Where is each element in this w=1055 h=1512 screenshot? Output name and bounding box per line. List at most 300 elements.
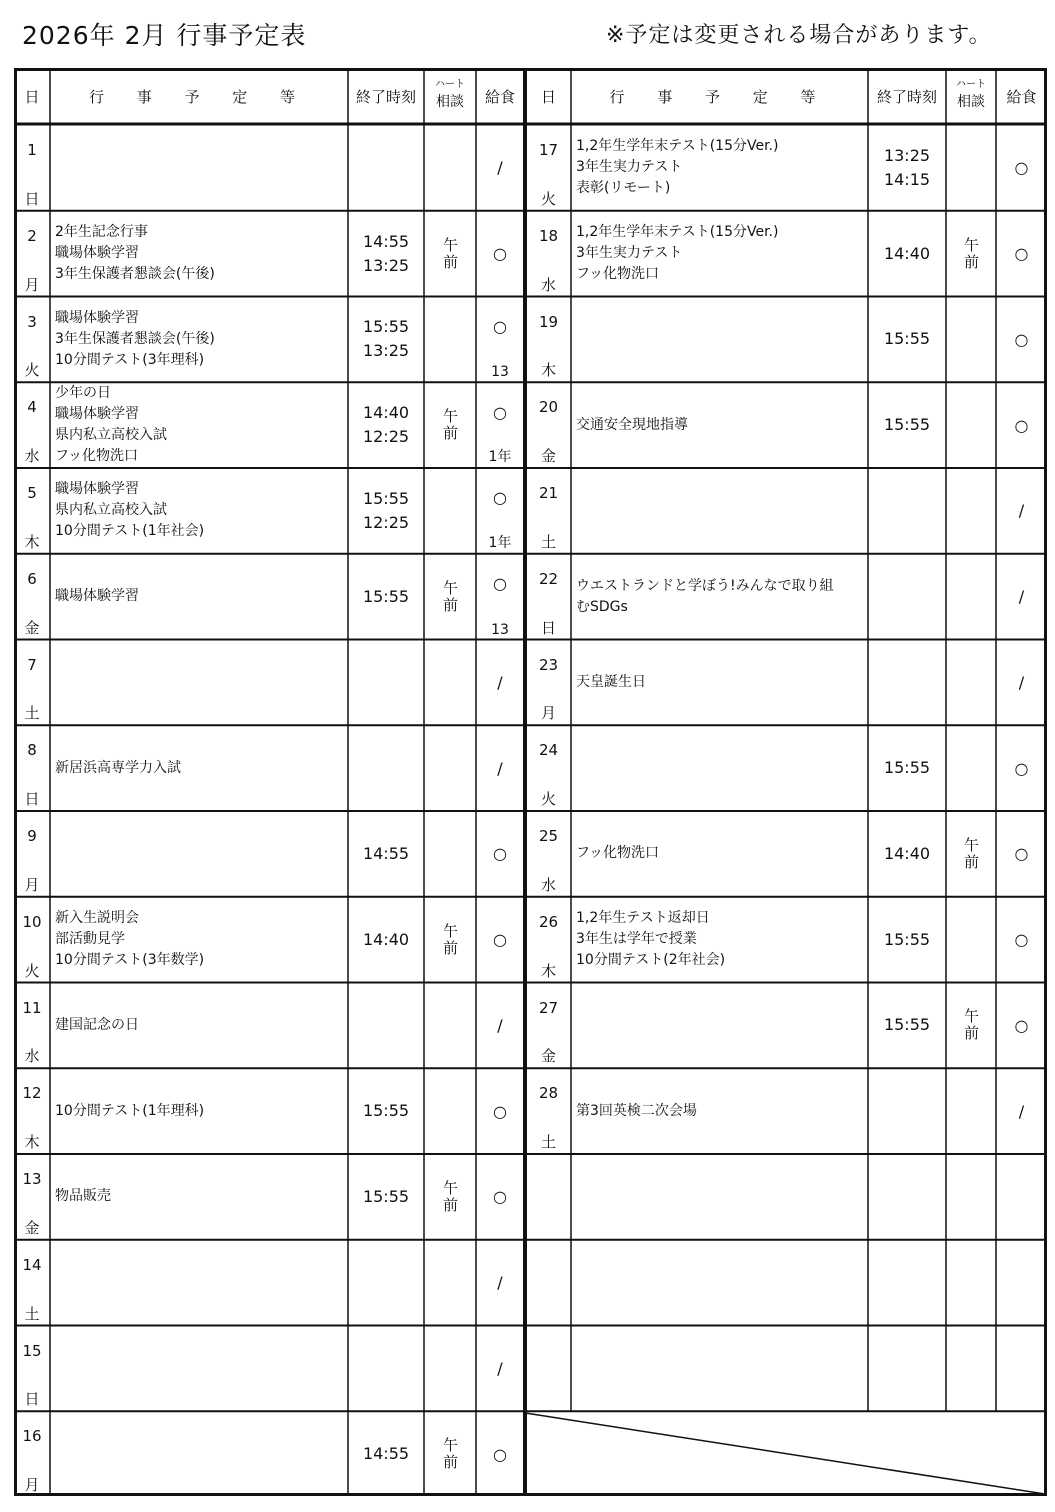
end-time: 15:55 [883, 1015, 931, 1035]
right-header-heart [946, 68, 996, 124]
day-of-week: 水 [24, 447, 40, 465]
day-of-week: 金 [540, 447, 556, 465]
heart-consult-cell [946, 983, 996, 1069]
heart-consult-cell [946, 897, 996, 983]
lunch-cell [996, 1068, 1047, 1154]
events-cell [571, 811, 868, 897]
end-time: 15:55 [362, 1101, 410, 1121]
lunch-mark: / [497, 672, 503, 692]
heart-consult-cell [946, 468, 996, 554]
events-cell [50, 811, 348, 897]
day-cell [14, 1411, 50, 1497]
heart-consult-cell [424, 811, 476, 897]
lunch-mark: ○ [1014, 415, 1029, 435]
lunch-mark: / [497, 758, 503, 778]
events-cell [50, 1154, 348, 1240]
left-header-heart [424, 68, 476, 124]
lunch-note: 13 [491, 621, 509, 638]
day-number: 15 [22, 1341, 42, 1360]
events-cell [50, 1240, 348, 1326]
day-cell [14, 554, 50, 640]
heart-consult-cell [424, 382, 476, 468]
day-cell [14, 211, 50, 297]
event-line: 第3回英検二次会場 [576, 1102, 697, 1119]
day-of-week: 木 [24, 532, 40, 551]
event-line: 新入生説明会 [55, 910, 139, 927]
event-line: 1,2年生テスト返却日 [576, 910, 710, 927]
day-cell [14, 382, 50, 468]
day-number: 24 [538, 741, 559, 760]
end-time-cell [868, 1326, 946, 1412]
lunch-cell [996, 897, 1047, 983]
end-time-cell [348, 811, 424, 897]
lunch-cell [476, 1154, 524, 1240]
day-of-week: 土 [24, 1304, 40, 1323]
heart-consult-cell [946, 811, 996, 897]
end-time: 15:55 [883, 758, 931, 778]
heart-consult-cell [946, 1326, 996, 1412]
end-time-cell [868, 211, 946, 297]
end-time-cell [868, 382, 946, 468]
end-time-cell [348, 554, 424, 640]
day-cell [526, 897, 571, 983]
day-number: 13 [22, 1170, 42, 1188]
day-of-week: 木 [540, 961, 556, 980]
day-number: 26 [538, 912, 559, 931]
lunch-cell [476, 1068, 524, 1154]
event-line: 2年生記念行事 [55, 224, 148, 241]
end-time: 12:25 [362, 427, 410, 447]
end-time-cell [868, 640, 946, 726]
end-time-cell [348, 897, 424, 983]
day-cell [526, 725, 571, 811]
day-of-week: 月 [24, 875, 40, 894]
end-time: 15:55 [362, 488, 410, 508]
events-cell [571, 211, 868, 297]
end-time-cell [868, 1154, 946, 1240]
end-time-cell [868, 725, 946, 811]
lunch-mark: ○ [493, 488, 507, 508]
events-cell [50, 211, 348, 297]
end-time: 14:40 [362, 403, 410, 423]
day-cell [526, 211, 571, 297]
event-line: 職場体験学習 [55, 481, 139, 498]
lunch-mark: ○ [1014, 930, 1029, 950]
event-line: フッ化物洗口 [55, 448, 139, 465]
lunch-cell [996, 211, 1047, 297]
day-number: 17 [538, 141, 559, 159]
day-cell [14, 1240, 50, 1326]
heart-consult-cell [946, 382, 996, 468]
heart-consult-cell [424, 1240, 476, 1326]
event-line: ウエストランドと学ぼう!みんなで取り組 [576, 577, 834, 594]
day-of-week: 木 [24, 1133, 40, 1151]
day-of-week: 水 [540, 275, 556, 294]
day-of-week: 土 [540, 1133, 556, 1151]
lunch-mark: / [1018, 501, 1025, 521]
end-time: 12:25 [362, 512, 410, 532]
header-lunch-label: 給食 [1006, 87, 1037, 106]
day-cell [526, 1068, 571, 1154]
lunch-cell [476, 125, 524, 211]
change-notice: ※予定は変更される場合があります。 [606, 23, 992, 48]
heart-consult-cell [946, 1154, 996, 1240]
day-cell [526, 640, 571, 726]
day-of-week: 火 [540, 790, 556, 808]
event-line: 職場体験学習 [55, 309, 139, 326]
heart-consult-cell [424, 297, 476, 383]
lunch-mark: ○ [493, 844, 507, 864]
end-time-cell [348, 297, 424, 383]
events-cell [50, 640, 348, 726]
heart-consult-cell [424, 983, 476, 1069]
heart-consult-value: 午前 [441, 1437, 459, 1472]
event-line: 3年生保護者懇談会(午後) [55, 266, 215, 283]
heart-consult-cell [424, 1326, 476, 1412]
event-line: 建国記念の日 [55, 1016, 139, 1033]
header-day-label: 日 [540, 87, 556, 106]
heart-consult-cell [424, 1068, 476, 1154]
events-cell [571, 382, 868, 468]
event-line: 1,2年生学年末テスト(15分Ver.) [576, 224, 779, 241]
end-time-cell [348, 1154, 424, 1240]
day-of-week: 火 [540, 189, 556, 208]
end-time: 14:40 [883, 243, 931, 263]
end-time-cell [868, 554, 946, 640]
event-line: フッ化物洗口 [576, 845, 660, 862]
header-lunch-label: 給食 [484, 87, 515, 106]
lunch-mark: ○ [1014, 758, 1029, 778]
day-number: 1 [27, 141, 37, 159]
end-time-cell [868, 1068, 946, 1154]
end-time-cell [868, 1240, 946, 1326]
day-cell [526, 468, 571, 554]
day-cell [14, 640, 50, 726]
day-number: 28 [538, 1084, 559, 1103]
heart-consult-cell [946, 725, 996, 811]
lunch-cell [476, 468, 524, 554]
lunch-cell [996, 725, 1047, 811]
events-cell [50, 554, 348, 640]
end-time: 15:55 [362, 586, 410, 606]
heart-consult-cell [424, 1154, 476, 1240]
lunch-mark: ○ [1014, 329, 1029, 349]
day-cell [14, 897, 50, 983]
end-time: 15:55 [362, 317, 410, 337]
end-time-cell [348, 640, 424, 726]
day-cell [14, 811, 50, 897]
left-header-end_time [348, 68, 424, 124]
heart-consult-cell [946, 1240, 996, 1326]
day-cell [526, 554, 571, 640]
day-number: 9 [27, 827, 37, 845]
lunch-mark: / [1018, 1101, 1025, 1121]
header-heart-small: ハート [435, 79, 465, 90]
lunch-note: 1年 [488, 534, 512, 551]
lunch-mark: / [497, 1273, 503, 1293]
day-number: 12 [22, 1084, 42, 1103]
day-of-week: 日 [24, 189, 40, 208]
lunch-mark: ○ [493, 1101, 507, 1121]
end-time: 13:25 [883, 145, 931, 165]
day-of-week: 火 [24, 961, 40, 980]
header-heart-label: 相談 [436, 94, 464, 110]
day-cell [14, 125, 50, 211]
day-of-week: 火 [24, 361, 40, 380]
end-time: 14:55 [362, 231, 410, 251]
day-of-week: 日 [540, 618, 556, 637]
end-time: 14:40 [362, 929, 410, 949]
day-number: 25 [538, 827, 559, 845]
event-line: むSDGs [576, 598, 628, 615]
event-line: 表彰(リモート) [576, 180, 671, 197]
end-time-cell [348, 468, 424, 554]
heart-consult-cell [424, 554, 476, 640]
heart-consult-cell [424, 640, 476, 726]
end-time-cell [348, 1068, 424, 1154]
end-time-cell [348, 1326, 424, 1412]
events-cell [571, 1240, 868, 1326]
right-header-end_time [868, 68, 946, 124]
end-time-cell [868, 125, 946, 211]
end-time-cell [348, 382, 424, 468]
day-number: 16 [22, 1427, 42, 1446]
heart-consult-cell [946, 554, 996, 640]
lunch-mark: ○ [493, 930, 507, 950]
lunch-cell [996, 125, 1047, 211]
events-cell [50, 382, 348, 468]
event-line: 職場体験学習 [55, 245, 139, 262]
event-line: 物品販売 [55, 1188, 111, 1205]
day-number: 7 [27, 655, 37, 674]
events-cell [50, 1068, 348, 1154]
event-line: 県内私立高校入試 [55, 427, 167, 444]
end-time: 14:40 [883, 843, 931, 863]
day-of-week: 金 [24, 1218, 40, 1237]
lunch-cell [996, 983, 1047, 1069]
end-time-cell [868, 897, 946, 983]
day-cell [526, 811, 571, 897]
day-of-week: 月 [24, 1476, 40, 1494]
lunch-mark: ○ [493, 1187, 507, 1207]
lunch-cell [476, 1411, 524, 1497]
events-cell [50, 125, 348, 211]
end-time-cell [868, 811, 946, 897]
day-number: 20 [538, 398, 559, 417]
event-line: フッ化物洗口 [576, 266, 660, 283]
day-number: 5 [27, 484, 37, 502]
lunch-mark: ○ [493, 402, 507, 422]
header-heart-label: 相談 [957, 94, 985, 110]
lunch-cell [996, 640, 1047, 726]
end-time-cell [348, 1240, 424, 1326]
day-number: 8 [27, 741, 37, 760]
day-of-week: 日 [24, 1390, 40, 1409]
lunch-cell [476, 382, 524, 468]
end-time: 13:25 [362, 341, 410, 361]
events-cell [571, 1326, 868, 1412]
heart-consult-value: 午前 [962, 1008, 980, 1043]
day-of-week: 金 [24, 618, 40, 637]
heart-consult-value: 午前 [441, 236, 459, 271]
lunch-mark: ○ [493, 244, 507, 264]
day-number: 3 [27, 312, 37, 331]
end-time: 15:55 [362, 1186, 410, 1206]
event-line: 部活動見学 [55, 931, 125, 948]
end-time-cell [348, 725, 424, 811]
day-number: 10 [22, 912, 42, 931]
lunch-mark: / [497, 1015, 503, 1035]
end-time-cell [868, 468, 946, 554]
event-line: 10分間テスト(1年理科) [55, 1102, 205, 1119]
end-time: 15:55 [883, 929, 931, 949]
lunch-cell [476, 297, 524, 383]
day-of-week: 月 [24, 275, 40, 294]
event-line: 1,2年生学年末テスト(15分Ver.) [576, 138, 779, 155]
day-of-week: 金 [540, 1047, 556, 1066]
right-header-day [526, 68, 571, 124]
events-cell [571, 125, 868, 211]
day-cell [526, 1240, 571, 1326]
lunch-cell [476, 811, 524, 897]
lunch-mark: ○ [1014, 844, 1029, 864]
lunch-cell [476, 554, 524, 640]
heart-consult-cell [946, 297, 996, 383]
end-time: 13:25 [362, 255, 410, 275]
day-number: 23 [538, 655, 559, 674]
events-cell [571, 1068, 868, 1154]
heart-consult-cell [946, 1068, 996, 1154]
heart-consult-cell [424, 125, 476, 211]
end-time: 14:55 [362, 1444, 410, 1464]
events-cell [50, 1326, 348, 1412]
events-cell [50, 297, 348, 383]
day-cell [14, 1326, 50, 1412]
events-cell [50, 1411, 348, 1497]
lunch-note: 1年 [488, 449, 512, 465]
lunch-cell [476, 1240, 524, 1326]
event-line: 少年の日 [55, 385, 111, 402]
lunch-cell [476, 211, 524, 297]
end-time: 14:15 [883, 169, 931, 189]
day-cell [14, 725, 50, 811]
day-number: 18 [538, 226, 559, 245]
events-cell [571, 640, 868, 726]
end-time: 14:55 [362, 843, 410, 863]
header-day-label: 日 [24, 87, 40, 106]
day-of-week: 土 [540, 532, 556, 551]
events-cell [571, 983, 868, 1069]
left-header-day [14, 68, 50, 124]
lunch-mark: / [1018, 587, 1025, 607]
day-of-week: 水 [540, 875, 556, 894]
event-line: 3年生実力テスト [576, 245, 683, 262]
day-cell [526, 382, 571, 468]
events-cell [50, 897, 348, 983]
heart-consult-cell [424, 897, 476, 983]
day-of-week: 土 [24, 704, 40, 723]
page-title: 2026年 2月 行事予定表 [22, 21, 307, 50]
lunch-mark: / [1018, 672, 1025, 692]
lunch-cell [996, 811, 1047, 897]
lunch-cell [476, 983, 524, 1069]
lunch-mark: ○ [493, 316, 507, 336]
heart-consult-cell [946, 211, 996, 297]
right-header-lunch [996, 68, 1047, 124]
day-cell [14, 1154, 50, 1240]
events-cell [571, 897, 868, 983]
day-number: 19 [538, 312, 559, 331]
events-cell [50, 983, 348, 1069]
lunch-mark: ○ [1014, 158, 1029, 178]
right-header-event [571, 68, 868, 124]
event-line: 3年生保護者懇談会(午後) [55, 330, 215, 347]
lunch-mark: ○ [493, 574, 507, 594]
day-number: 4 [27, 398, 37, 417]
heart-consult-value: 午前 [962, 836, 980, 871]
day-cell [14, 1068, 50, 1154]
event-line: 3年生は学年で授業 [576, 931, 697, 948]
lunch-mark: / [497, 158, 503, 178]
heart-consult-cell [946, 125, 996, 211]
header-event-label: 行 事 予 定 等 [609, 87, 830, 106]
heart-consult-cell [424, 468, 476, 554]
header-end_time-label: 終了時刻 [355, 87, 416, 106]
day-number: 22 [538, 569, 559, 588]
events-cell [50, 468, 348, 554]
end-time-cell [348, 1411, 424, 1497]
day-of-week: 日 [24, 790, 40, 808]
event-line: 10分間テスト(3年理科) [55, 351, 205, 368]
day-number: 2 [27, 226, 37, 245]
heart-consult-value: 午前 [441, 922, 459, 957]
left-header-lunch [476, 68, 524, 124]
day-number: 14 [22, 1255, 42, 1274]
header-end_time-label: 終了時刻 [876, 87, 937, 106]
day-of-week: 月 [540, 704, 556, 723]
lunch-mark: ○ [1014, 1015, 1029, 1035]
event-line: 3年生実力テスト [576, 159, 683, 176]
heart-consult-cell [946, 640, 996, 726]
event-line: 交通安全現地指導 [576, 416, 688, 433]
day-of-week: 水 [24, 1047, 40, 1066]
heart-consult-value: 午前 [441, 1179, 459, 1214]
day-cell [14, 297, 50, 383]
end-time-cell [348, 125, 424, 211]
lunch-mark: / [497, 1358, 503, 1378]
events-cell [571, 725, 868, 811]
day-number: 27 [538, 998, 559, 1017]
day-number: 11 [22, 998, 42, 1017]
lunch-mark: ○ [493, 1444, 507, 1464]
heart-consult-cell [424, 211, 476, 297]
events-cell [50, 725, 348, 811]
left-header-event [50, 68, 348, 124]
grid-line [527, 1413, 1045, 1494]
day-of-week: 木 [540, 361, 556, 380]
lunch-cell [476, 725, 524, 811]
header-heart-small: ハート [956, 79, 986, 90]
lunch-cell [996, 382, 1047, 468]
event-line: 10分間テスト(2年社会) [576, 952, 726, 969]
event-line: 天皇誕生日 [576, 673, 646, 690]
events-cell [571, 554, 868, 640]
lunch-cell [476, 1326, 524, 1412]
lunch-cell [996, 554, 1047, 640]
lunch-cell [996, 1326, 1047, 1412]
event-line: 職場体験学習 [55, 406, 139, 423]
lunch-cell [996, 468, 1047, 554]
